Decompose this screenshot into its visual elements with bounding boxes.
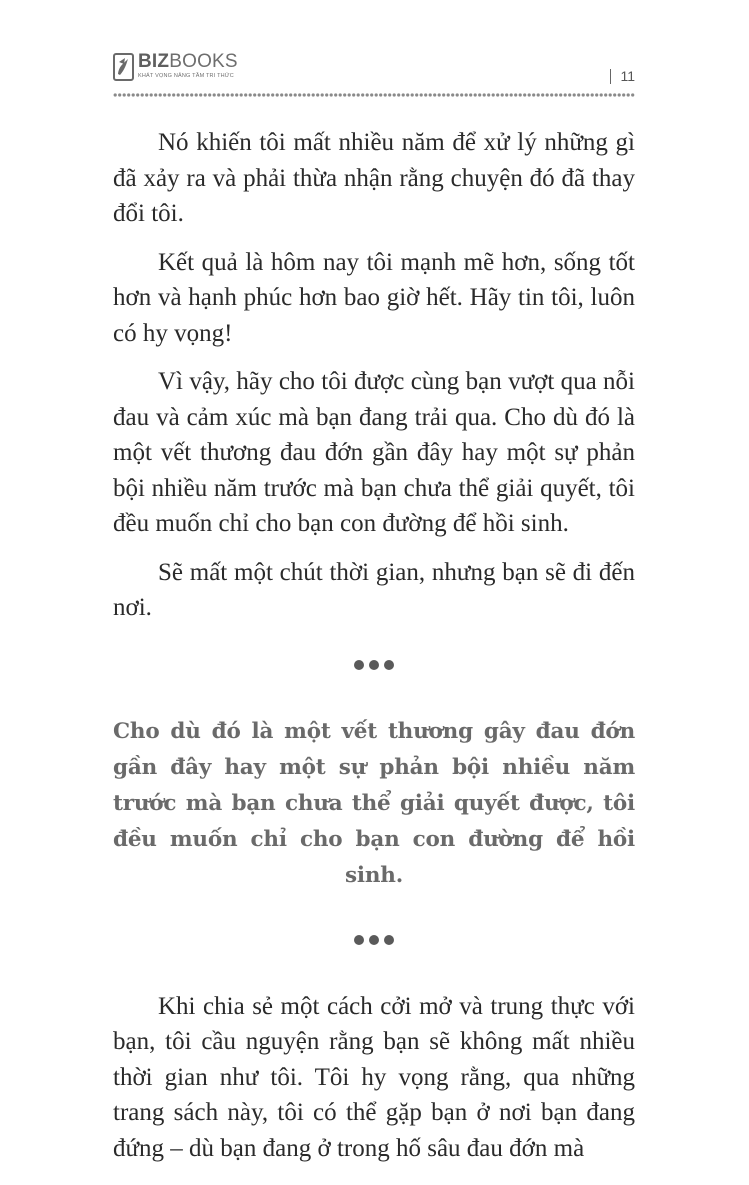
body-paragraph: Kết quả là hôm nay tôi mạnh mẽ hơn, sống tốt hơn và hạnh phúc hơn bao giờ hết. Hãy tin tôi, luôn có hy vọng! [113,248,635,347]
body-paragraph: Sẽ mất một chút thời gian, nhưng bạn sẽ đi đến nơi. [113,558,635,621]
header-dotted-rule [113,92,635,98]
ellipsis-dots-icon [353,934,395,946]
section-separator [113,933,635,953]
body-paragraph: Nó khiến tôi mất nhiều năm để xử lý những gì đã xảy ra và phải thừa nhận rằng chuyện đó đã thay đổi tôi. [113,129,635,227]
page-number: 11 [610,69,635,84]
page-header [113,52,635,102]
bizbooks-logo-icon [113,52,134,82]
brand-name: BIZBOOKS [138,51,238,72]
page-body [113,125,635,1179]
body-paragraph: Vì vậy, hãy cho tôi được cùng bạn vượt qua nỗi đau và cảm xúc mà bạn đang trải qua. Cho dù đó là một vết thương đau đớn gần đây hay một sự phản bội nhiều năm trước mà bạn chưa thể giải quyết, tôi đều muốn chỉ cho bạn con đường để hồi sinh. [113,368,635,537]
section-separator [113,658,635,678]
body-paragraph: Khi chia sẻ một cách cởi mở và trung thực với bạn, tôi cầu nguyện rằng bạn sẽ không mất nhiều thời gian như tôi. Tôi hy vọng rằng, qua những trang sách này, tôi có thể gặp bạn ở nơi bạn đang đứng – dù bạn đang ở trong hố sâu đau đớn mà [113,992,635,1162]
ellipsis-dots-icon [353,659,395,671]
bizbooks-logo [113,52,238,82]
brand-tagline: KHÁT VỌNG NÂNG TẦM TRI THỨC [138,73,234,79]
pull-quote: Cho dù đó là một vết thương gây đau đớn gần đây hay một sự phản bội nhiều năm trước mà bạn chưa thể giải quyết được, tôi đều muốn chỉ cho bạn con đường để hồi sinh. [113,718,635,888]
